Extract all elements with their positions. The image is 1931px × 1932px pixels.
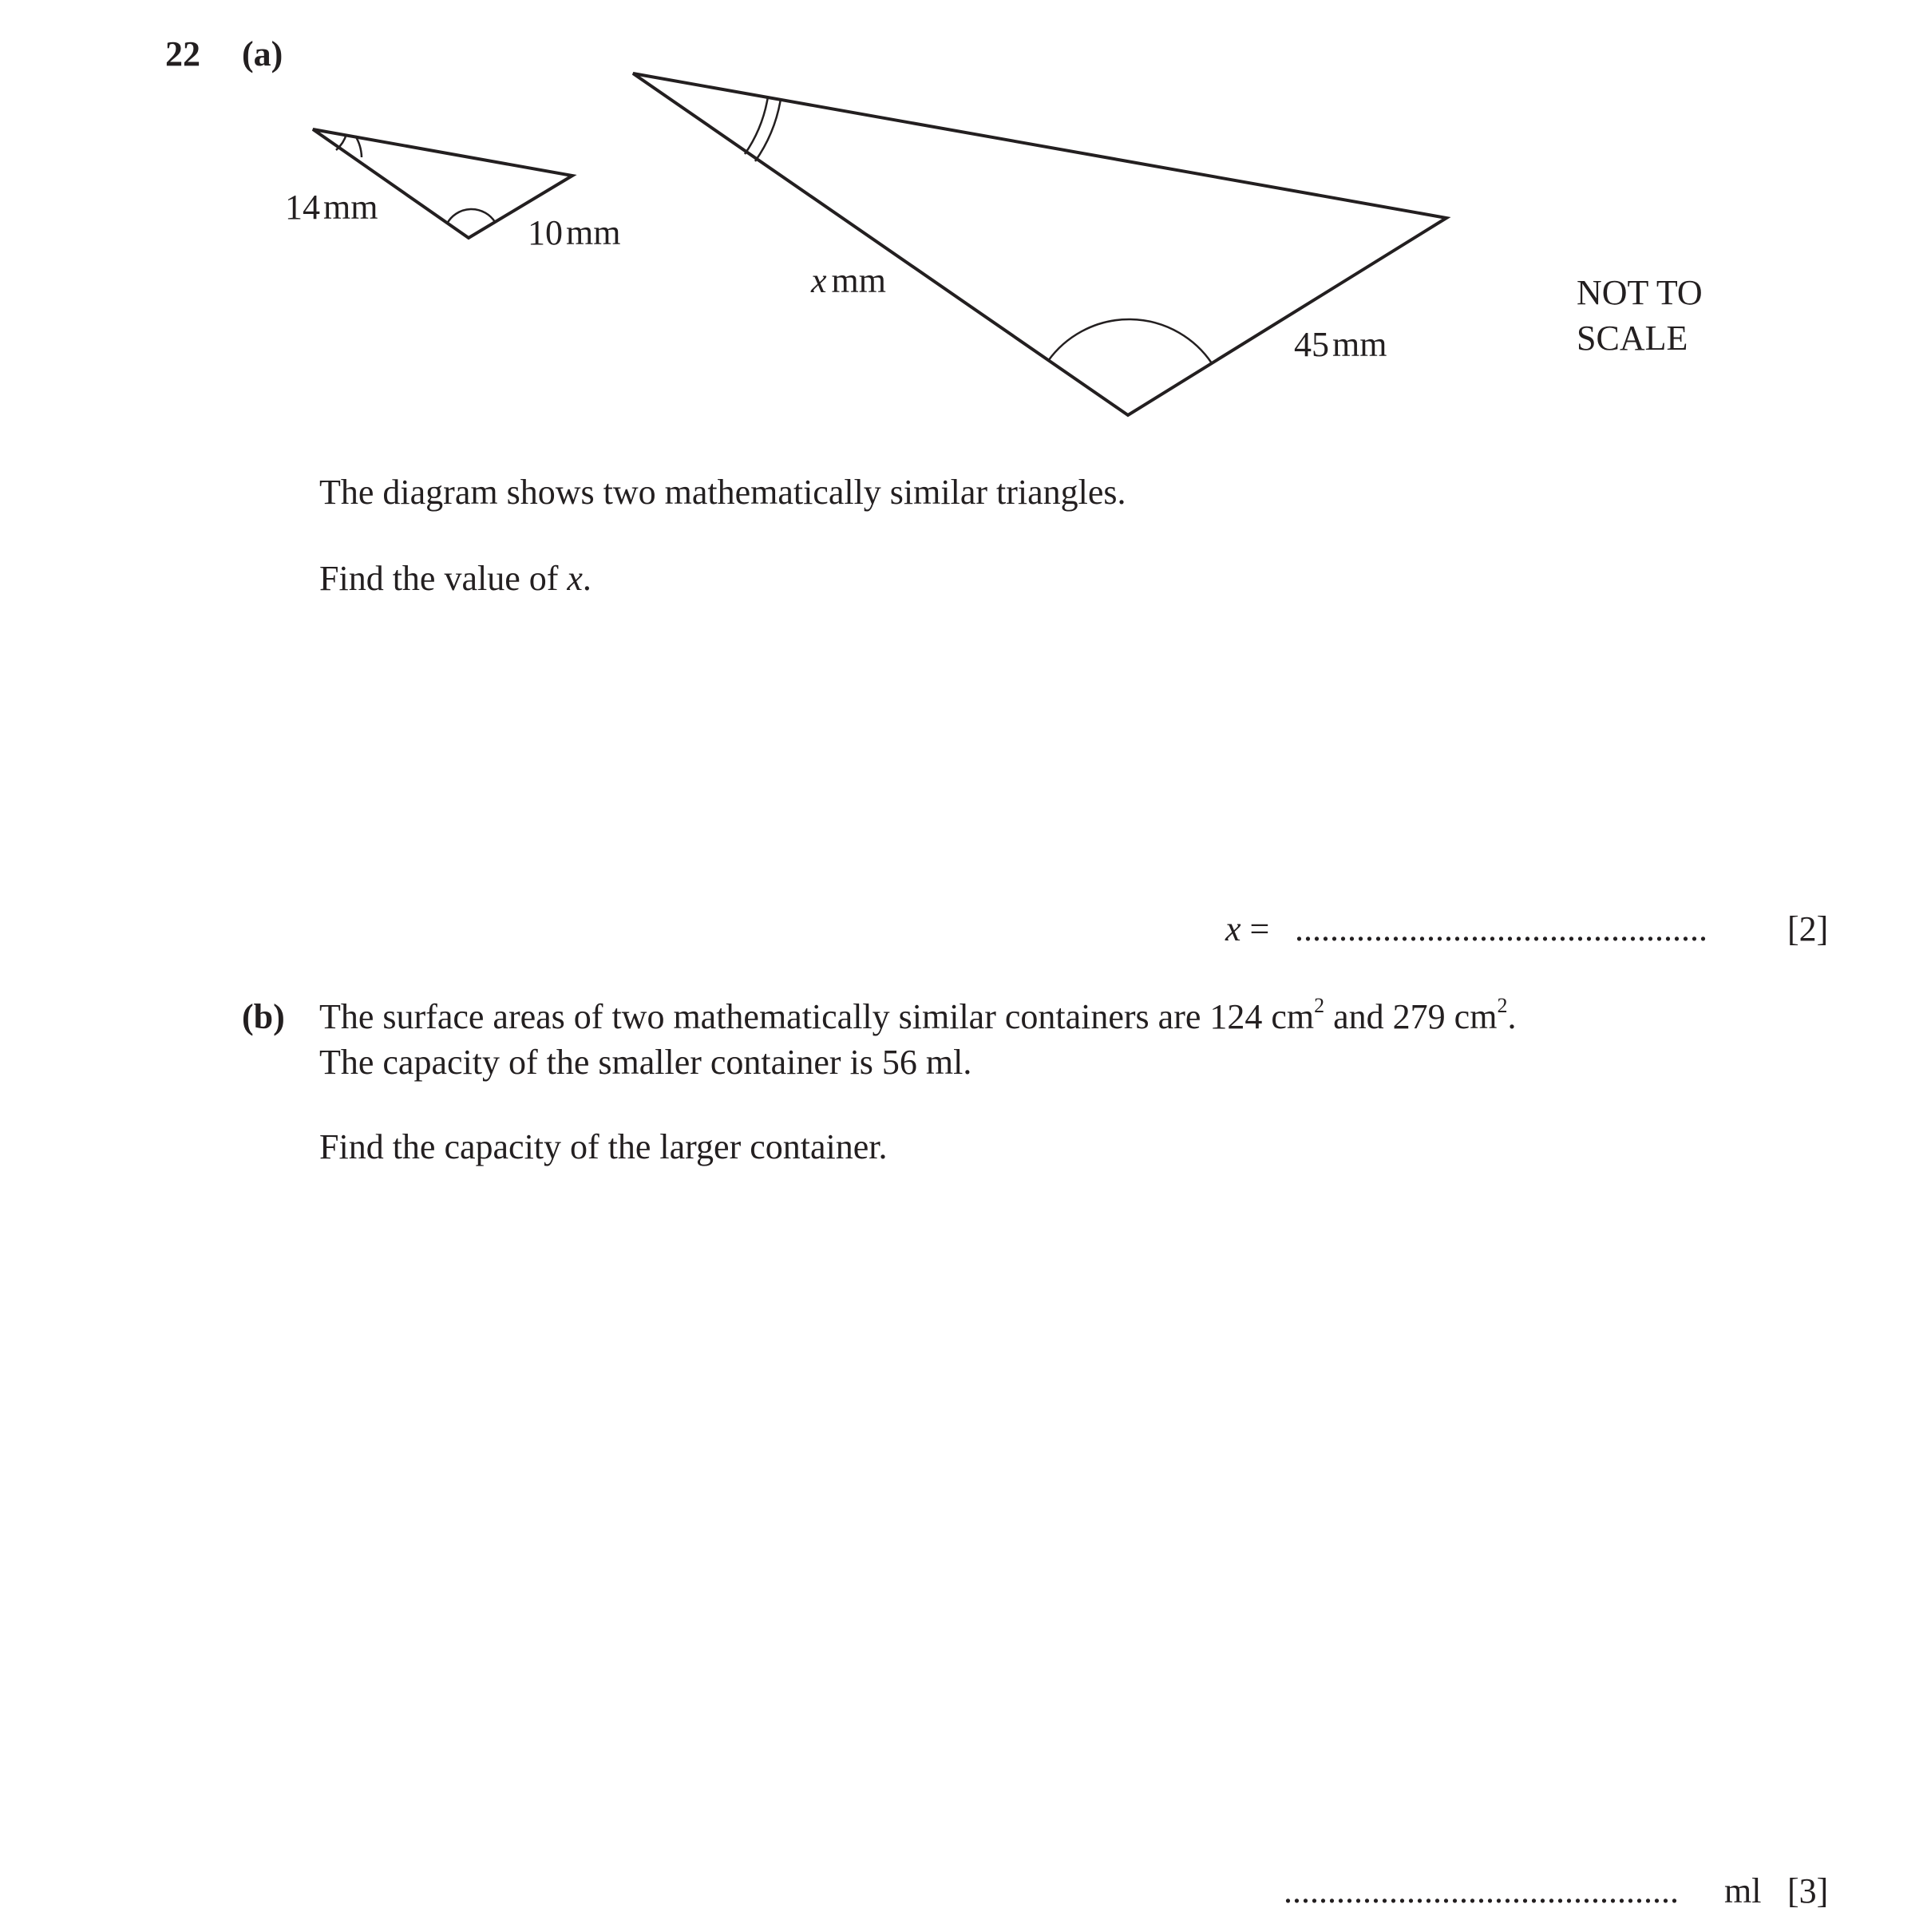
part-b-marks: [3]: [1787, 1871, 1829, 1910]
part-a-instruction-prefix: Find the value of: [319, 559, 568, 598]
part-b-label: (b): [242, 997, 285, 1036]
large-triangle-angle-mark-bottom: [1048, 319, 1212, 363]
part-b-answer-field[interactable]: .............................................: [1284, 1871, 1679, 1910]
question-number: 22: [165, 34, 200, 73]
not-to-scale-line1: NOT TO: [1577, 273, 1703, 312]
large-right-side-label: 45mm: [1294, 325, 1387, 364]
answer-equals: =: [1249, 909, 1270, 948]
part-a-label: (a): [242, 34, 283, 73]
part-b-line1-prefix: The surface areas of two mathematically similar containers are 124 cm: [319, 997, 1315, 1036]
part-a-instruction: [319, 561, 592, 596]
superscript-2-second: 2: [1497, 994, 1508, 1017]
part-b-line1-end: .: [1507, 997, 1517, 1036]
part-b-instruction: Find the capacity of the larger container.: [319, 1127, 888, 1166]
small-left-side-label: 14mm: [285, 188, 378, 227]
similar-triangles-diagram: [0, 0, 1931, 447]
small-triangle-angle-mark-bottom: [447, 209, 495, 224]
part-a-instruction-var: x: [567, 559, 583, 598]
large-left-side-label: x mm: [811, 261, 886, 300]
part-a-answer-line: [1225, 909, 1270, 948]
part-b-line2: The capacity of the smaller container is 56 ml.: [319, 1043, 972, 1082]
small-right-side-label: 10mm: [528, 213, 621, 252]
part-b-line1: [319, 994, 1517, 1036]
superscript-2-first: 2: [1314, 994, 1325, 1017]
part-a-answer-field[interactable]: ...............................................: [1295, 909, 1707, 948]
part-b-answer-unit: ml: [1724, 1871, 1762, 1910]
part-b-line1-mid: and 279 cm: [1324, 997, 1498, 1036]
answer-var: x: [1225, 909, 1241, 948]
part-a-statement: The diagram shows two mathematically similar triangles.: [319, 473, 1126, 512]
not-to-scale-line2: SCALE: [1577, 319, 1688, 358]
part-a-instruction-suffix: .: [582, 559, 592, 598]
part-a-marks: [2]: [1787, 909, 1829, 948]
